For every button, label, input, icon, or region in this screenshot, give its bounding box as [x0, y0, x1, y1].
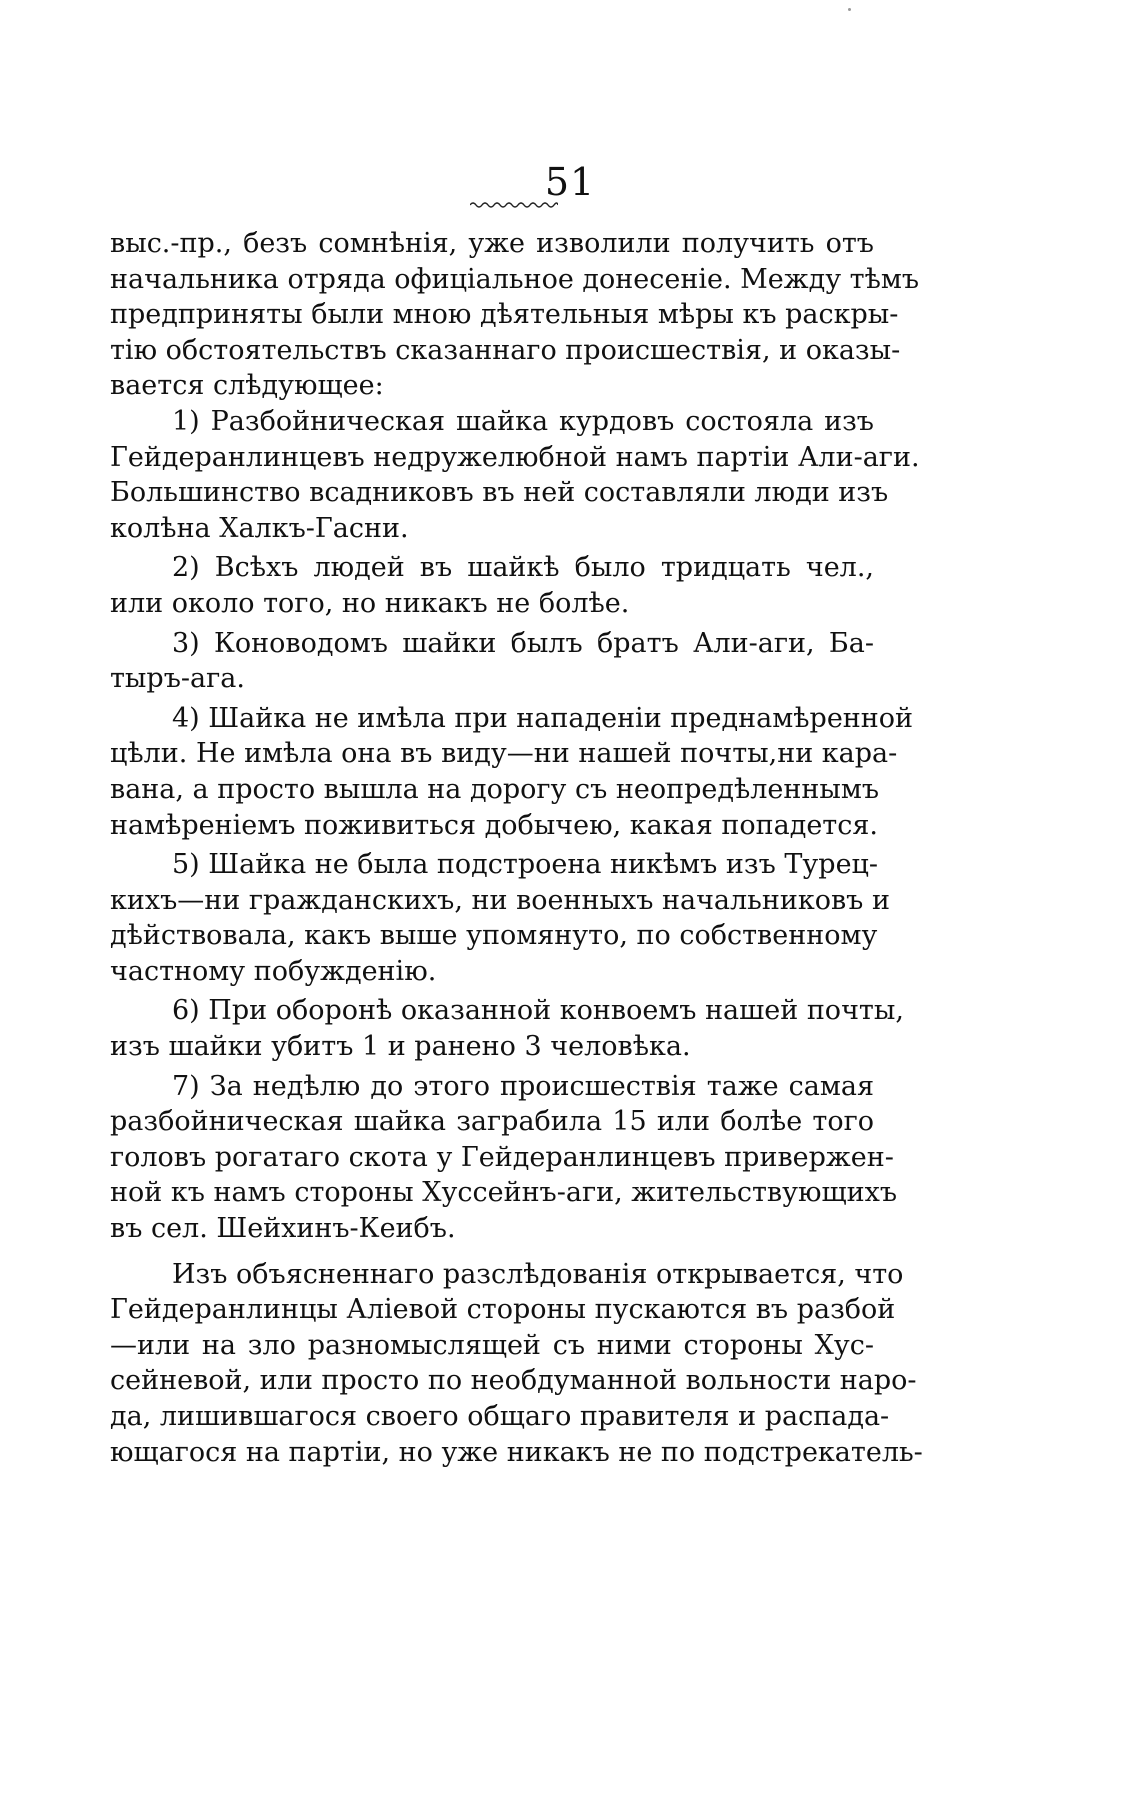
- text-line: въ сел. Шейхинъ-Кеибъ.: [110, 1213, 456, 1245]
- text-line: Гейдеранлинцы Аліевой стороны пускаются въ разбой: [110, 1294, 896, 1326]
- text-line: выс.-пр., безъ сомнѣнія, уже изволили получить отъ: [110, 228, 874, 259]
- text-line: 2) Всѣхъ людей въ шайкѣ было тридцать чел.,: [172, 552, 874, 584]
- text-line: кихъ—ни гражданскихъ, ни военныхъ начальниковъ и: [110, 884, 890, 916]
- text-line: 5) Шайка не была подстроена никѣмъ изъ Турец-: [172, 849, 879, 881]
- text-line: разбойническая шайка заграбила 15 или болѣе того: [110, 1106, 874, 1138]
- text-line: частному побужденію.: [110, 955, 437, 987]
- text-line: намѣреніемъ поживиться добычею, какая попадется.: [110, 809, 878, 841]
- text-line: да, лишившагося своего общаго правителя и распада-: [110, 1401, 890, 1432]
- text-line: колѣна Халкъ-Гасни.: [110, 512, 409, 544]
- text-line: Изъ объясненнаго разслѣдованія открывается, что: [172, 1258, 904, 1290]
- body-text: [110, 226, 923, 1470]
- text-line: 1) Разбойническая шайка курдовъ состояла изъ: [172, 405, 874, 437]
- text-line: начальника отряда офиціальное донесеніе. Между тѣмъ: [110, 263, 920, 295]
- text-line: цѣли. Не имѣла она въ виду—ни нашей почты,ни кара-: [110, 738, 898, 770]
- text-line: 4) Шайка не имѣла при нападеніи преднамѣренной: [172, 702, 914, 734]
- text-line: —или на зло разномыслящей съ ними стороны Хус-: [110, 1329, 874, 1361]
- text-line: ющагося на партіи, но уже никакъ не по подстрекатель-: [110, 1436, 923, 1468]
- text-line: Большинство всадниковъ въ ней составляли люди изъ: [110, 477, 889, 509]
- text-line: головъ рогатаго скота у Гейдеранлинцевъ привержен-: [110, 1141, 894, 1173]
- text-line: предприняты были мною дѣятельныя мѣры къ раскры-: [110, 299, 899, 331]
- page-number: 51: [544, 160, 596, 204]
- text-line: вана, а просто вышла на дорогу съ неопредѣленнымъ: [110, 773, 880, 805]
- wavy-rule-ornament: [470, 200, 558, 210]
- text-line: вается слѣдующее:: [110, 370, 384, 402]
- text-line: 3) Коноводомъ шайки былъ братъ Али-аги, Ба-: [172, 627, 874, 659]
- text-line: или около того, но никакъ не болѣе.: [110, 587, 630, 619]
- text-line: ной къ намъ стороны Хуссейнъ-аги, жительствующихъ: [110, 1177, 898, 1209]
- text-line: дѣйствовала, какъ выше упомянуто, по собственному: [110, 920, 878, 952]
- text-line: тыръ-ага.: [110, 663, 245, 695]
- text-line: 6) При оборонѣ оказанной конвоемъ нашей почты,: [172, 995, 904, 1027]
- text-line: сейневой, или просто по необдуманной вольности наро-: [110, 1365, 917, 1397]
- text-line: изъ шайки убитъ 1 и ранено 3 человѣка.: [110, 1031, 691, 1063]
- text-line: Гейдеранлинцевъ недружелюбной намъ партіи Али-аги.: [110, 441, 920, 473]
- text-line: 7) За недѣлю до этого происшествія таже самая: [172, 1070, 874, 1102]
- text-line: тію обстоятельствъ сказаннаго происшествія, и оказы-: [110, 334, 901, 366]
- paper-speck: [848, 8, 851, 11]
